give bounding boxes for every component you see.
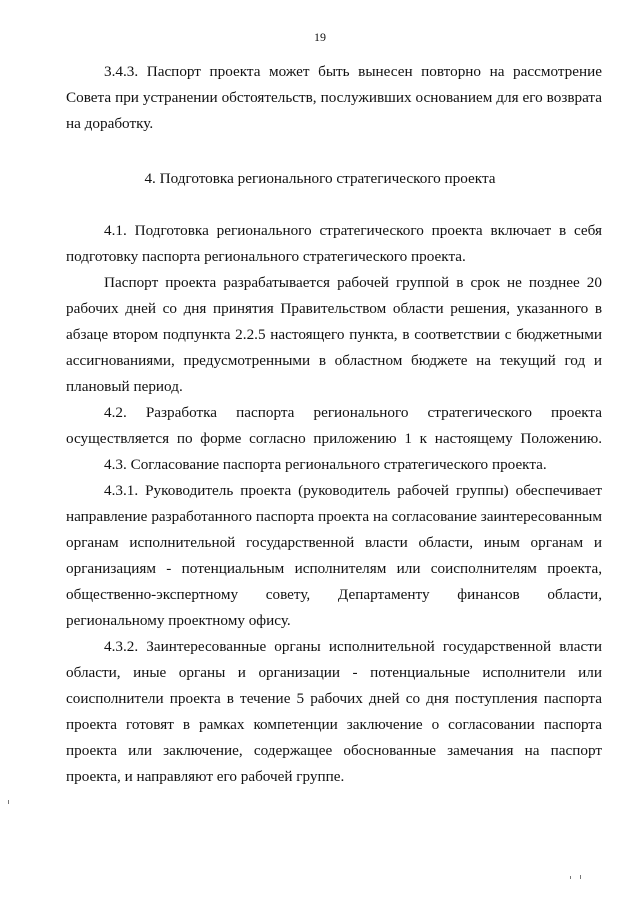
paragraph-4-2: 4.2. Разработка паспорта регионального стратегического проекта осуществляется по форме согласно приложению 1 к настоящему Положению. [66,404,602,447]
scan-mark [8,800,9,804]
paragraph-4-3-2: 4.3.2. Заинтересованные органы исполнительной государственной власти области, иные органы и организации - потенциальные исполнители или соисполнители проекта в течение 5 рабочих дней со дня поступления паспорта проекта готовят в рамках компетенции заключение о согласовании паспорта проекта или заключение, содержащее обоснованные замечания на паспорт проекта, и направляют его рабочей группе. [66,638,602,785]
paragraph-4-3: 4.3. Согласование паспорта регионального стратегического проекта. [104,456,547,473]
paragraph-passport: Паспорт проекта разрабатывается рабочей группой в срок не позднее 20 рабочих дней со дня принятия Правительством области решения, указанного в абзаце втором подпункта 2.2.5 настоящего пункта, в соответствии с бюджетными ассигнованиями, предусмотренными в областном бюджете на текущий год и плановый период. [66,274,602,395]
paragraph-3-4-3-block [66,59,602,137]
scan-mark [580,875,581,879]
scan-mark [570,876,571,879]
paragraph-4-1: 4.1. Подготовка регионального стратегического проекта включает в себя подготовку паспорта регионального стратегического проекта. [66,222,602,265]
main-body [66,218,602,790]
section-4-heading: 4. Подготовка регионального стратегического проекта [144,170,496,187]
page-number: 19 [314,30,326,44]
paragraph-3-4-3: 3.4.3. Паспорт проекта может быть вынесен повторно на рассмотрение Совета при устранении обстоятельств, послуживших основанием для его возврата на доработку. [66,63,602,132]
paragraph-4-3-1: 4.3.1. Руководитель проекта (руководитель рабочей группы) обеспечивает направление разработанного паспорта проекта на согласование заинтересованным органам исполнительной государственной власти области, иным органам и организациям - потенциальным исполнителям или соисполнителям проекта, общественно-экспертному совету, Департаменту финансов области, региональному проектному офису. [66,482,602,629]
